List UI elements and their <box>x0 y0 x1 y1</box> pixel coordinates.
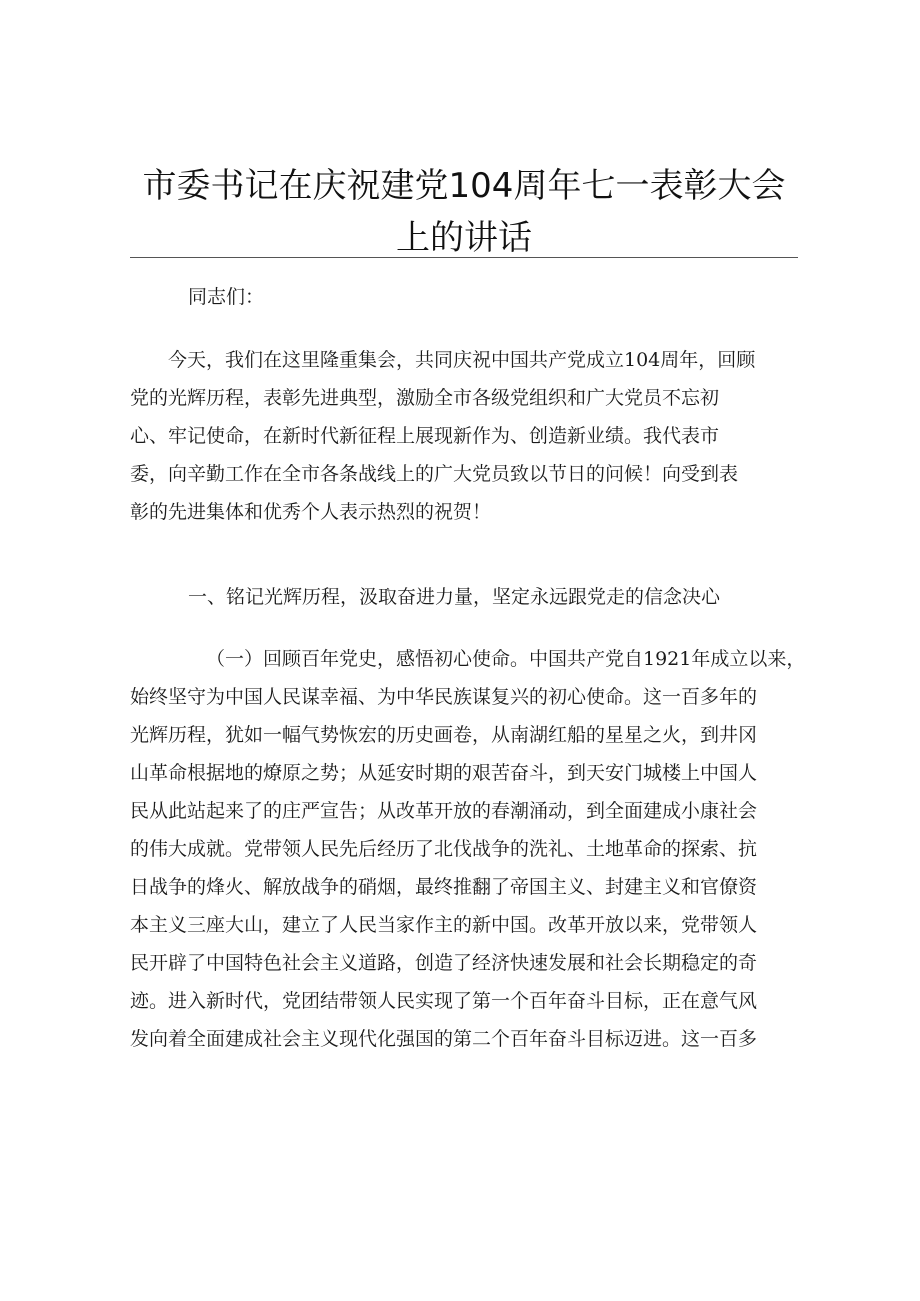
section-heading: 一、铭记光辉历程，汲取奋进力量，坚定永远跟党走的信念决心 <box>188 586 721 608</box>
paragraph-line: 心、牢记使命，在新时代新征程上展现新作为、创造新业绩。我代表市 <box>130 425 720 447</box>
paragraph-line: 的伟大成就。党带领人民先后经历了北伐战争的洗礼、土地革命的探索、抗 <box>130 838 758 860</box>
paragraph-line: 民从此站起来了的庄严宣告；从改革开放的春潮涌动，到全面建成小康社会 <box>130 800 758 822</box>
paragraph-line: 民开辟了中国特色社会主义道路，创造了经济快速发展和社会长期稳定的奇 <box>130 952 758 974</box>
paragraph-line: 委，向辛勤工作在全市各条战线上的广大党员致以节日的问候！向受到表 <box>130 463 739 485</box>
paragraph-line: 本主义三座大山，建立了人民当家作主的新中国。改革开放以来，党带领人 <box>130 914 758 936</box>
salutation: 同志们： <box>188 286 265 308</box>
paragraph-line: 发向着全面建成社会主义现代化强国的第二个百年奋斗目标迈进。这一百多 <box>130 1028 758 1050</box>
document-title-line-1: 市委书记在庆祝建党104周年七一表彰大会 <box>142 166 786 206</box>
paragraph-line: 始终坚守为中国人民谋幸福、为中华民族谋复兴的初心使命。这一百多年的 <box>130 686 758 708</box>
title-divider <box>130 257 798 258</box>
paragraph-line: （一）回顾百年党史，感悟初心使命。中国共产党自1921年成立以来， <box>206 648 806 670</box>
paragraph-line: 党的光辉历程，表彰先进典型，激励全市各级党组织和广大党员不忘初 <box>130 387 720 409</box>
paragraph-line: 日战争的烽火、解放战争的硝烟，最终推翻了帝国主义、封建主义和官僚资 <box>130 876 758 898</box>
paragraph-line: 今天，我们在这里隆重集会，共同庆祝中国共产党成立104周年，回顾 <box>168 349 756 371</box>
paragraph-line: 光辉历程，犹如一幅气势恢宏的历史画卷，从南湖红船的星星之火，到井冈 <box>130 724 758 746</box>
document-title-line-2: 上的讲话 <box>396 218 532 258</box>
paragraph-line: 迹。进入新时代，党团结带领人民实现了第一个百年奋斗目标，正在意气风 <box>130 990 758 1012</box>
paragraph-line: 彰的先进集体和优秀个人表示热烈的祝贺！ <box>130 501 492 523</box>
paragraph-line: 山革命根据地的燎原之势；从延安时期的艰苦奋斗，到天安门城楼上中国人 <box>130 762 758 784</box>
